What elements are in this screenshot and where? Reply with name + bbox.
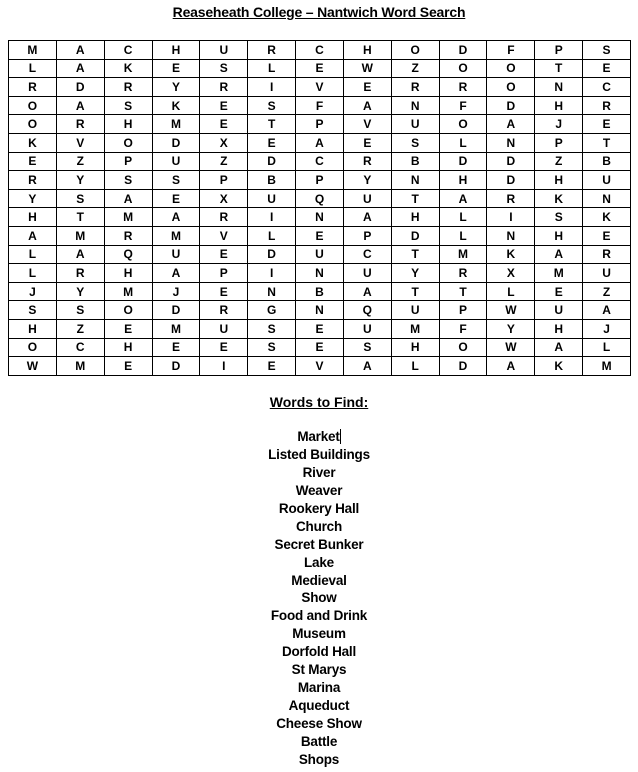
grid-cell[interactable]: U xyxy=(343,189,391,208)
grid-cell[interactable]: H xyxy=(9,319,57,338)
grid-cell[interactable]: M xyxy=(9,41,57,60)
grid-cell[interactable]: U xyxy=(152,245,200,264)
grid-cell[interactable]: L xyxy=(9,264,57,283)
grid-row xyxy=(9,338,631,357)
grid-cell[interactable]: P xyxy=(535,41,583,60)
grid-cell[interactable]: Z xyxy=(56,319,104,338)
grid-cell[interactable]: H xyxy=(104,115,152,134)
grid-cell[interactable]: M xyxy=(104,208,152,227)
word-text: Cheese Show xyxy=(276,716,362,731)
grid-cell[interactable]: E xyxy=(248,357,296,376)
grid-row xyxy=(9,357,631,376)
grid-cell[interactable]: C xyxy=(296,152,344,171)
grid-cell[interactable]: B xyxy=(583,152,631,171)
grid-cell[interactable]: P xyxy=(296,171,344,190)
grid-cell[interactable]: O xyxy=(391,41,439,60)
grid-cell[interactable]: E xyxy=(343,133,391,152)
word-list-item xyxy=(0,482,638,500)
word-text: Aqueduct xyxy=(288,698,350,714)
grid-cell[interactable]: R xyxy=(200,301,248,320)
grid-cell[interactable]: T xyxy=(583,133,631,152)
grid-cell[interactable]: S xyxy=(248,319,296,338)
grid-cell[interactable]: H xyxy=(535,96,583,115)
grid-cell[interactable]: S xyxy=(248,338,296,357)
grid-cell[interactable]: D xyxy=(487,171,535,190)
grid-cell[interactable]: U xyxy=(391,115,439,134)
grid-row xyxy=(9,96,631,115)
word-list-item xyxy=(0,751,638,769)
grid-cell[interactable]: A xyxy=(583,301,631,320)
grid-cell[interactable]: C xyxy=(296,41,344,60)
grid-cell[interactable]: A xyxy=(487,115,535,134)
grid-cell[interactable]: S xyxy=(391,133,439,152)
grid-cell[interactable]: R xyxy=(583,96,631,115)
grid-cell[interactable]: D xyxy=(248,245,296,264)
grid-cell[interactable]: L xyxy=(487,282,535,301)
word-list-item xyxy=(0,607,638,625)
grid-cell[interactable]: O xyxy=(439,115,487,134)
grid-cell[interactable]: M xyxy=(56,357,104,376)
grid-cell[interactable]: H xyxy=(104,264,152,283)
grid-cell[interactable]: E xyxy=(535,282,583,301)
word-list-item xyxy=(0,536,638,554)
grid-row xyxy=(9,133,631,152)
grid-cell[interactable]: E xyxy=(583,226,631,245)
grid-cell[interactable]: S xyxy=(56,189,104,208)
grid-cell[interactable]: H xyxy=(391,208,439,227)
grid-cell[interactable]: D xyxy=(439,357,487,376)
grid-cell[interactable]: H xyxy=(391,338,439,357)
grid-cell[interactable]: S xyxy=(248,96,296,115)
grid-cell[interactable]: S xyxy=(104,171,152,190)
grid-cell[interactable]: L xyxy=(439,226,487,245)
grid-cell[interactable]: R xyxy=(104,226,152,245)
grid-cell[interactable]: T xyxy=(535,59,583,78)
grid-cell[interactable]: T xyxy=(56,208,104,227)
grid-cell[interactable]: A xyxy=(487,357,535,376)
grid-cell[interactable]: E xyxy=(583,59,631,78)
word-text: Church xyxy=(295,518,343,534)
grid-cell[interactable]: Z xyxy=(391,59,439,78)
grid-cell[interactable]: O xyxy=(9,338,57,357)
grid-cell[interactable]: A xyxy=(56,96,104,115)
grid-cell[interactable]: H xyxy=(535,319,583,338)
grid-cell[interactable]: F xyxy=(439,319,487,338)
grid-cell[interactable]: X xyxy=(200,189,248,208)
grid-cell[interactable]: R xyxy=(9,171,57,190)
grid-cell[interactable]: Y xyxy=(152,78,200,97)
grid-cell[interactable]: N xyxy=(296,301,344,320)
grid-cell[interactable]: M xyxy=(439,245,487,264)
grid-cell[interactable]: S xyxy=(9,301,57,320)
grid-cell[interactable]: K xyxy=(9,133,57,152)
grid-cell[interactable]: T xyxy=(391,189,439,208)
grid-cell[interactable]: U xyxy=(343,264,391,283)
grid-row xyxy=(9,264,631,283)
grid-cell[interactable]: A xyxy=(439,189,487,208)
grid-cell[interactable]: T xyxy=(391,245,439,264)
word-text: Battle xyxy=(300,733,338,749)
grid-cell[interactable]: C xyxy=(104,41,152,60)
grid-cell[interactable]: Q xyxy=(343,301,391,320)
word-text: Museum xyxy=(292,626,346,642)
grid-cell[interactable]: Z xyxy=(583,282,631,301)
grid-cell[interactable]: Z xyxy=(56,152,104,171)
grid-cell[interactable]: A xyxy=(152,208,200,227)
grid-cell[interactable]: A xyxy=(343,208,391,227)
grid-cell[interactable]: D xyxy=(152,301,200,320)
grid-cell[interactable]: A xyxy=(343,96,391,115)
grid-cell[interactable]: D xyxy=(439,41,487,60)
grid-cell[interactable]: K xyxy=(104,59,152,78)
grid-cell[interactable]: Y xyxy=(343,171,391,190)
grid-cell[interactable]: S xyxy=(200,59,248,78)
grid-cell[interactable]: R xyxy=(343,152,391,171)
word-text: Lake xyxy=(304,554,334,570)
grid-cell[interactable]: M xyxy=(152,226,200,245)
grid-row xyxy=(9,319,631,338)
grid-cell[interactable]: L xyxy=(583,338,631,357)
grid-cell[interactable]: Y xyxy=(56,171,104,190)
word-list-item xyxy=(0,679,638,697)
word-list xyxy=(0,428,638,769)
grid-row xyxy=(9,226,631,245)
grid-cell[interactable]: W xyxy=(9,357,57,376)
grid-cell[interactable]: Y xyxy=(56,282,104,301)
word-text: Shops xyxy=(298,751,340,767)
grid-cell[interactable]: E xyxy=(296,319,344,338)
grid-cell[interactable]: U xyxy=(152,152,200,171)
grid-cell[interactable]: V xyxy=(56,133,104,152)
grid-cell[interactable]: M xyxy=(535,264,583,283)
grid-cell[interactable]: U xyxy=(200,41,248,60)
grid-cell[interactable]: O xyxy=(104,133,152,152)
grid-cell[interactable]: V xyxy=(296,78,344,97)
grid-cell[interactable]: A xyxy=(535,338,583,357)
word-text: Market xyxy=(297,429,340,444)
grid-cell[interactable]: J xyxy=(535,115,583,134)
grid-cell[interactable]: M xyxy=(391,319,439,338)
grid-cell[interactable]: U xyxy=(391,301,439,320)
grid-cell[interactable]: W xyxy=(487,301,535,320)
grid-cell[interactable]: O xyxy=(487,59,535,78)
grid-cell[interactable]: N xyxy=(248,282,296,301)
grid-cell[interactable]: N xyxy=(487,226,535,245)
grid-cell[interactable]: J xyxy=(152,282,200,301)
word-text: Dorfold Hall xyxy=(281,644,357,660)
grid-cell[interactable]: N xyxy=(391,171,439,190)
word-text: River xyxy=(302,464,336,480)
word-text: St Marys xyxy=(291,662,347,678)
grid-cell[interactable]: E xyxy=(104,357,152,376)
grid-cell[interactable]: E xyxy=(152,189,200,208)
grid-cell[interactable]: H xyxy=(152,41,200,60)
grid-cell[interactable]: S xyxy=(104,96,152,115)
grid-cell[interactable]: K xyxy=(152,96,200,115)
grid-cell[interactable]: Z xyxy=(200,152,248,171)
text-cursor xyxy=(340,429,341,444)
grid-cell[interactable]: S xyxy=(152,171,200,190)
grid-cell[interactable]: H xyxy=(9,208,57,227)
grid-cell[interactable]: A xyxy=(152,264,200,283)
grid-cell[interactable]: N xyxy=(296,208,344,227)
grid-cell[interactable]: N xyxy=(535,78,583,97)
grid-cell[interactable]: H xyxy=(104,338,152,357)
words-to-find-heading: Words to Find: xyxy=(269,394,369,410)
grid-cell[interactable]: K xyxy=(487,245,535,264)
grid-cell[interactable]: I xyxy=(487,208,535,227)
grid-cell[interactable]: R xyxy=(56,115,104,134)
grid-cell[interactable]: E xyxy=(9,152,57,171)
grid-cell[interactable]: A xyxy=(56,59,104,78)
grid-cell[interactable]: O xyxy=(104,301,152,320)
grid-cell[interactable]: E xyxy=(296,59,344,78)
grid-cell[interactable]: O xyxy=(439,338,487,357)
grid-cell[interactable]: G xyxy=(248,301,296,320)
word-list-item xyxy=(0,428,638,446)
grid-cell[interactable]: P xyxy=(296,115,344,134)
word-list-item xyxy=(0,625,638,643)
grid-cell[interactable]: D xyxy=(56,78,104,97)
grid-cell[interactable]: O xyxy=(439,59,487,78)
grid-cell[interactable]: K xyxy=(583,208,631,227)
grid-cell[interactable]: D xyxy=(248,152,296,171)
grid-cell[interactable]: T xyxy=(248,115,296,134)
grid-cell[interactable]: L xyxy=(439,208,487,227)
grid-cell[interactable]: H xyxy=(535,226,583,245)
word-list-item xyxy=(0,572,638,590)
grid-cell[interactable]: A xyxy=(56,41,104,60)
grid-cell[interactable]: M xyxy=(56,226,104,245)
grid-cell[interactable]: J xyxy=(9,282,57,301)
grid-cell[interactable]: C xyxy=(343,245,391,264)
grid-cell[interactable]: E xyxy=(296,226,344,245)
word-list-item xyxy=(0,697,638,715)
grid-cell[interactable]: E xyxy=(200,115,248,134)
word-list-item xyxy=(0,733,638,751)
grid-cell[interactable]: Y xyxy=(9,189,57,208)
grid-cell[interactable]: Q xyxy=(296,189,344,208)
word-list-item xyxy=(0,715,638,733)
grid-cell[interactable]: E xyxy=(200,96,248,115)
word-text: Food and Drink xyxy=(270,608,368,624)
grid-cell[interactable]: D xyxy=(391,226,439,245)
grid-cell[interactable]: B xyxy=(296,282,344,301)
grid-cell[interactable]: R xyxy=(583,245,631,264)
word-list-item xyxy=(0,643,638,661)
grid-cell[interactable]: M xyxy=(152,319,200,338)
grid-cell[interactable]: L xyxy=(248,226,296,245)
grid-cell[interactable]: U xyxy=(535,301,583,320)
grid-cell[interactable]: L xyxy=(391,357,439,376)
grid-cell[interactable]: R xyxy=(391,78,439,97)
grid-cell[interactable]: U xyxy=(343,319,391,338)
grid-row xyxy=(9,301,631,320)
grid-cell[interactable]: M xyxy=(583,357,631,376)
word-list-item xyxy=(0,464,638,482)
word-list-item xyxy=(0,589,638,607)
grid-row xyxy=(9,41,631,60)
grid-cell[interactable]: S xyxy=(56,301,104,320)
grid-cell[interactable]: U xyxy=(583,264,631,283)
grid-cell[interactable]: F xyxy=(439,96,487,115)
grid-cell[interactable]: L xyxy=(439,133,487,152)
grid-cell[interactable]: E xyxy=(200,245,248,264)
grid-cell[interactable]: E xyxy=(248,133,296,152)
grid-cell[interactable]: A xyxy=(104,189,152,208)
grid-cell[interactable]: U xyxy=(296,245,344,264)
grid-cell[interactable]: N xyxy=(487,133,535,152)
grid-cell[interactable]: R xyxy=(56,264,104,283)
grid-cell[interactable]: D xyxy=(152,357,200,376)
word-list-item xyxy=(0,661,638,679)
grid-cell[interactable]: V xyxy=(296,357,344,376)
grid-cell[interactable]: A xyxy=(56,245,104,264)
grid-cell[interactable]: E xyxy=(200,338,248,357)
word-text: Listed Buildings xyxy=(268,446,370,462)
grid-cell[interactable]: P xyxy=(200,171,248,190)
grid-cell[interactable]: R xyxy=(439,264,487,283)
grid-cell[interactable]: C xyxy=(583,78,631,97)
grid-cell[interactable]: U xyxy=(248,189,296,208)
word-list-item xyxy=(0,446,638,464)
grid-cell[interactable]: W xyxy=(343,59,391,78)
word-text: Weaver xyxy=(295,482,343,498)
grid-cell[interactable]: L xyxy=(9,245,57,264)
grid-cell[interactable]: J xyxy=(583,319,631,338)
grid-cell[interactable]: I xyxy=(248,78,296,97)
word-text: Secret Bunker xyxy=(274,536,364,552)
grid-cell[interactable]: A xyxy=(535,245,583,264)
grid-cell[interactable]: N xyxy=(391,96,439,115)
grid-cell[interactable]: W xyxy=(487,338,535,357)
grid-row xyxy=(9,78,631,97)
grid-cell[interactable]: B xyxy=(248,171,296,190)
grid-cell[interactable]: E xyxy=(152,59,200,78)
grid-cell[interactable]: M xyxy=(152,115,200,134)
grid-cell[interactable]: S xyxy=(583,41,631,60)
grid-cell[interactable]: I xyxy=(248,264,296,283)
grid-cell[interactable]: E xyxy=(583,115,631,134)
word-list-item xyxy=(0,500,638,518)
word-text: Marina xyxy=(297,680,341,696)
grid-cell[interactable]: T xyxy=(439,282,487,301)
grid-cell[interactable]: H xyxy=(439,171,487,190)
grid-cell[interactable]: O xyxy=(9,96,57,115)
grid-row xyxy=(9,152,631,171)
grid-cell[interactable]: P xyxy=(535,133,583,152)
grid-cell[interactable]: E xyxy=(200,282,248,301)
grid-cell[interactable]: M xyxy=(104,282,152,301)
grid-cell[interactable]: K xyxy=(535,189,583,208)
grid-cell[interactable]: Y xyxy=(391,264,439,283)
grid-cell[interactable]: Y xyxy=(487,319,535,338)
grid-cell[interactable]: H xyxy=(343,41,391,60)
grid-cell[interactable]: D xyxy=(439,152,487,171)
grid-cell[interactable]: E xyxy=(343,78,391,97)
grid-cell[interactable]: K xyxy=(535,357,583,376)
grid-cell[interactable]: E xyxy=(296,338,344,357)
grid-cell[interactable]: S xyxy=(343,338,391,357)
grid-row xyxy=(9,59,631,78)
grid-cell[interactable]: H xyxy=(535,171,583,190)
grid-cell[interactable]: Q xyxy=(104,245,152,264)
grid-cell[interactable]: D xyxy=(487,96,535,115)
grid-cell[interactable]: Z xyxy=(535,152,583,171)
word-text: Medieval xyxy=(291,572,347,588)
grid-cell[interactable]: A xyxy=(296,133,344,152)
grid-cell[interactable]: R xyxy=(487,189,535,208)
grid-cell[interactable]: O xyxy=(487,78,535,97)
grid-row xyxy=(9,189,631,208)
page-title: Reaseheath College – Nantwich Word Search xyxy=(172,4,466,20)
grid-cell[interactable]: A xyxy=(343,282,391,301)
grid-cell[interactable]: L xyxy=(248,59,296,78)
grid-cell[interactable]: R xyxy=(200,78,248,97)
grid-cell[interactable]: C xyxy=(56,338,104,357)
grid-cell[interactable]: E xyxy=(152,338,200,357)
word-list-item xyxy=(0,554,638,572)
grid-cell[interactable]: S xyxy=(535,208,583,227)
grid-cell[interactable]: U xyxy=(200,319,248,338)
grid-cell[interactable]: P xyxy=(439,301,487,320)
grid-row xyxy=(9,115,631,134)
grid-row xyxy=(9,208,631,227)
grid-cell[interactable]: A xyxy=(343,357,391,376)
grid-cell[interactable]: I xyxy=(200,357,248,376)
grid-cell[interactable]: R xyxy=(104,78,152,97)
grid-cell[interactable]: N xyxy=(583,189,631,208)
grid-cell[interactable]: X xyxy=(200,133,248,152)
grid-row xyxy=(9,245,631,264)
grid-cell[interactable]: P xyxy=(104,152,152,171)
grid-cell[interactable]: A xyxy=(9,226,57,245)
word-list-item xyxy=(0,518,638,536)
grid-cell[interactable]: V xyxy=(200,226,248,245)
grid-cell[interactable]: I xyxy=(248,208,296,227)
grid-cell[interactable]: R xyxy=(248,41,296,60)
grid-cell[interactable]: V xyxy=(343,115,391,134)
grid-cell[interactable]: P xyxy=(200,264,248,283)
grid-cell[interactable]: D xyxy=(487,152,535,171)
grid-cell[interactable]: E xyxy=(104,319,152,338)
grid-cell[interactable]: L xyxy=(9,59,57,78)
grid-cell[interactable]: R xyxy=(9,78,57,97)
grid-cell[interactable]: U xyxy=(583,171,631,190)
grid-cell[interactable]: F xyxy=(296,96,344,115)
word-search-grid xyxy=(8,40,631,376)
word-text: Show xyxy=(301,590,337,606)
grid-cell[interactable]: X xyxy=(487,264,535,283)
grid-cell[interactable]: R xyxy=(200,208,248,227)
word-text: Rookery Hall xyxy=(278,500,360,516)
grid-row xyxy=(9,282,631,301)
grid-cell[interactable]: R xyxy=(439,78,487,97)
grid-cell[interactable]: F xyxy=(487,41,535,60)
grid-cell[interactable]: N xyxy=(296,264,344,283)
grid-cell[interactable]: D xyxy=(152,133,200,152)
grid-cell[interactable]: O xyxy=(9,115,57,134)
grid-cell[interactable]: B xyxy=(391,152,439,171)
grid-cell[interactable]: T xyxy=(391,282,439,301)
grid-row xyxy=(9,171,631,190)
grid-cell[interactable]: P xyxy=(343,226,391,245)
